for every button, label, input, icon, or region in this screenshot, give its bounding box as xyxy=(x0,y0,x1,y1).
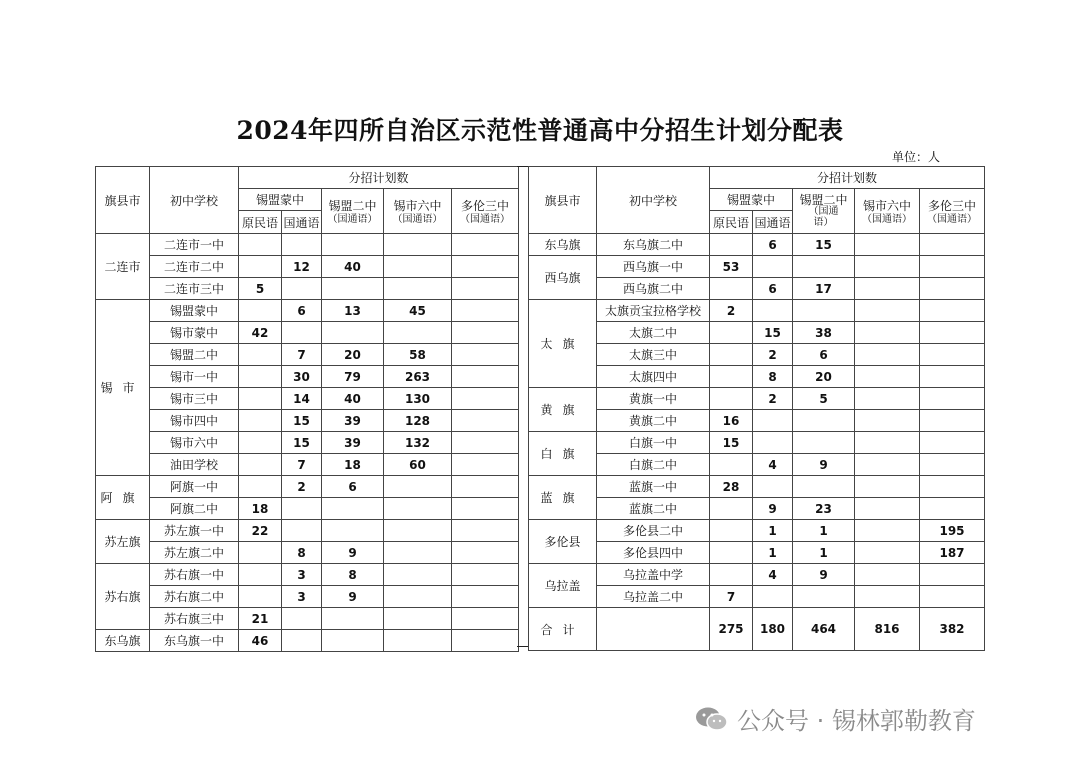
header-xslz: 锡市六中 （国通语） xyxy=(384,189,452,234)
value-cell: 5 xyxy=(239,278,282,300)
county-cell: 东乌旗 xyxy=(529,234,597,256)
school-cell: 蓝旗二中 xyxy=(597,498,710,520)
county-cell: 苏右旗 xyxy=(96,564,150,630)
value-cell xyxy=(452,256,519,278)
table-row xyxy=(96,520,519,542)
value-cell xyxy=(920,322,985,344)
value-cell xyxy=(452,586,519,608)
value-cell xyxy=(920,234,985,256)
value-cell xyxy=(452,410,519,432)
value-cell xyxy=(452,454,519,476)
value-cell: 22 xyxy=(239,520,282,542)
value-cell: 79 xyxy=(322,366,384,388)
value-cell: 53 xyxy=(710,256,753,278)
table-row xyxy=(529,344,985,366)
table-row xyxy=(529,410,985,432)
value-cell xyxy=(920,410,985,432)
school-cell: 阿旗二中 xyxy=(150,498,239,520)
value-cell: 7 xyxy=(710,586,753,608)
table-row xyxy=(96,300,519,322)
school-cell: 苏右旗一中 xyxy=(150,564,239,586)
header-school: 初中学校 xyxy=(597,167,710,234)
value-cell xyxy=(710,498,753,520)
value-cell: 39 xyxy=(322,410,384,432)
school-cell: 锡市一中 xyxy=(150,366,239,388)
value-cell xyxy=(239,366,282,388)
value-cell xyxy=(322,322,384,344)
value-cell: 42 xyxy=(239,322,282,344)
value-cell: 6 xyxy=(753,234,793,256)
value-cell xyxy=(920,366,985,388)
value-cell: 20 xyxy=(322,344,384,366)
unit-label: 单位：人 xyxy=(892,150,941,164)
value-cell: 17 xyxy=(793,278,855,300)
value-cell: 6 xyxy=(753,278,793,300)
wechat-icon xyxy=(695,706,729,732)
value-cell xyxy=(710,454,753,476)
value-cell xyxy=(452,608,519,630)
value-cell xyxy=(920,498,985,520)
total-value: 464 xyxy=(793,608,855,651)
value-cell xyxy=(753,256,793,278)
value-cell: 130 xyxy=(384,388,452,410)
value-cell: 46 xyxy=(239,630,282,652)
school-cell: 乌拉盖二中 xyxy=(597,586,710,608)
table-row xyxy=(96,630,519,652)
value-cell: 40 xyxy=(322,256,384,278)
table-row xyxy=(96,564,519,586)
table-row xyxy=(96,476,519,498)
value-cell: 15 xyxy=(282,432,322,454)
value-cell xyxy=(282,498,322,520)
value-cell xyxy=(855,234,920,256)
value-cell xyxy=(384,322,452,344)
value-cell: 8 xyxy=(753,366,793,388)
value-cell xyxy=(710,366,753,388)
value-cell xyxy=(753,586,793,608)
value-cell xyxy=(384,498,452,520)
value-cell xyxy=(855,542,920,564)
school-cell: 太旗二中 xyxy=(597,322,710,344)
header-ymy: 原民语 xyxy=(710,211,753,234)
value-cell xyxy=(322,278,384,300)
value-cell: 9 xyxy=(793,564,855,586)
value-cell: 8 xyxy=(282,542,322,564)
school-cell: 东乌旗一中 xyxy=(150,630,239,652)
value-cell xyxy=(793,586,855,608)
value-cell xyxy=(793,476,855,498)
school-cell: 二连市三中 xyxy=(150,278,239,300)
county-cell: 二连市 xyxy=(96,234,150,300)
value-cell: 7 xyxy=(282,344,322,366)
value-cell xyxy=(855,432,920,454)
header-gty: 国通语 xyxy=(282,211,322,234)
table-row xyxy=(96,278,519,300)
value-cell xyxy=(239,542,282,564)
value-cell: 4 xyxy=(753,564,793,586)
value-cell xyxy=(920,432,985,454)
value-cell: 30 xyxy=(282,366,322,388)
value-cell xyxy=(710,278,753,300)
value-cell: 4 xyxy=(753,454,793,476)
school-cell: 二连市一中 xyxy=(150,234,239,256)
value-cell xyxy=(855,498,920,520)
school-cell: 锡盟蒙中 xyxy=(150,300,239,322)
value-cell xyxy=(855,300,920,322)
value-cell: 187 xyxy=(920,542,985,564)
value-cell xyxy=(710,344,753,366)
table-row xyxy=(96,234,519,256)
county-cell: 西乌旗 xyxy=(529,256,597,300)
value-cell xyxy=(855,564,920,586)
school-cell: 苏右旗二中 xyxy=(150,586,239,608)
value-cell xyxy=(384,476,452,498)
county-cell: 锡市 xyxy=(96,300,150,476)
value-cell: 14 xyxy=(282,388,322,410)
table-row xyxy=(96,410,519,432)
header-dlsz: 多伦三中 （国通语） xyxy=(920,189,985,234)
table-row xyxy=(96,344,519,366)
school-cell: 锡市三中 xyxy=(150,388,239,410)
value-cell: 20 xyxy=(793,366,855,388)
value-cell: 9 xyxy=(793,454,855,476)
value-cell: 15 xyxy=(793,234,855,256)
value-cell: 2 xyxy=(282,476,322,498)
value-cell: 1 xyxy=(753,520,793,542)
value-cell: 1 xyxy=(793,520,855,542)
value-cell xyxy=(239,256,282,278)
value-cell xyxy=(710,564,753,586)
value-cell xyxy=(384,608,452,630)
school-cell: 西乌旗一中 xyxy=(597,256,710,278)
page-title: 2024年四所自治区示范性普通高中分招生计划分配表 xyxy=(236,116,844,145)
county-cell: 太旗 xyxy=(529,300,597,388)
value-cell xyxy=(239,344,282,366)
school-cell: 锡市六中 xyxy=(150,432,239,454)
value-cell xyxy=(452,388,519,410)
value-cell: 1 xyxy=(793,542,855,564)
value-cell xyxy=(452,476,519,498)
value-cell: 2 xyxy=(753,388,793,410)
value-cell xyxy=(239,410,282,432)
value-cell xyxy=(920,344,985,366)
value-cell xyxy=(855,344,920,366)
value-cell xyxy=(452,432,519,454)
table-row xyxy=(529,476,985,498)
header-dlsz: 多伦三中 （国通语） xyxy=(452,189,519,234)
value-cell xyxy=(855,366,920,388)
table-row xyxy=(529,520,985,542)
value-cell xyxy=(384,256,452,278)
value-cell xyxy=(239,564,282,586)
header-gty: 国通语 xyxy=(753,211,793,234)
table-row xyxy=(96,586,519,608)
value-cell: 40 xyxy=(322,388,384,410)
total-label: 合计 xyxy=(529,608,597,651)
table-row xyxy=(529,388,985,410)
table-row xyxy=(529,498,985,520)
value-cell: 7 xyxy=(282,454,322,476)
value-cell xyxy=(920,300,985,322)
value-cell xyxy=(710,542,753,564)
value-cell: 18 xyxy=(239,498,282,520)
value-cell xyxy=(239,300,282,322)
table-row xyxy=(529,278,985,300)
value-cell: 9 xyxy=(322,586,384,608)
value-cell xyxy=(452,630,519,652)
value-cell xyxy=(282,608,322,630)
total-value: 382 xyxy=(920,608,985,651)
value-cell xyxy=(322,234,384,256)
value-cell xyxy=(384,520,452,542)
header-xmmz: 锡盟蒙中 xyxy=(710,189,793,211)
watermark xyxy=(695,701,976,736)
value-cell xyxy=(452,234,519,256)
value-cell xyxy=(855,278,920,300)
header-xmez: 锡盟二中 （国通 语） xyxy=(793,189,855,234)
table-row xyxy=(96,608,519,630)
value-cell: 15 xyxy=(710,432,753,454)
table-row xyxy=(96,498,519,520)
total-value: 275 xyxy=(710,608,753,651)
value-cell: 263 xyxy=(384,366,452,388)
value-cell xyxy=(322,520,384,542)
header-xslz: 锡市六中 （国通语） xyxy=(855,189,920,234)
value-cell xyxy=(920,564,985,586)
total-school-empty xyxy=(597,608,710,651)
value-cell xyxy=(452,322,519,344)
value-cell xyxy=(452,278,519,300)
value-cell xyxy=(239,586,282,608)
value-cell xyxy=(855,454,920,476)
table-row xyxy=(529,256,985,278)
table-row xyxy=(529,454,985,476)
value-cell xyxy=(384,542,452,564)
value-cell xyxy=(384,564,452,586)
value-cell xyxy=(322,498,384,520)
table-row xyxy=(529,432,985,454)
value-cell xyxy=(282,630,322,652)
table-row xyxy=(96,256,519,278)
value-cell: 1 xyxy=(753,542,793,564)
value-cell xyxy=(855,410,920,432)
school-cell: 乌拉盖中学 xyxy=(597,564,710,586)
value-cell: 39 xyxy=(322,432,384,454)
value-cell xyxy=(452,542,519,564)
value-cell: 132 xyxy=(384,432,452,454)
value-cell xyxy=(793,300,855,322)
value-cell xyxy=(322,608,384,630)
county-cell: 东乌旗 xyxy=(96,630,150,652)
value-cell: 12 xyxy=(282,256,322,278)
value-cell xyxy=(793,410,855,432)
value-cell xyxy=(384,234,452,256)
value-cell xyxy=(452,300,519,322)
school-cell: 多伦县二中 xyxy=(597,520,710,542)
value-cell: 8 xyxy=(322,564,384,586)
value-cell: 60 xyxy=(384,454,452,476)
value-cell: 15 xyxy=(753,322,793,344)
value-cell xyxy=(855,322,920,344)
table-row xyxy=(529,322,985,344)
value-cell xyxy=(710,388,753,410)
value-cell xyxy=(753,476,793,498)
value-cell xyxy=(920,278,985,300)
value-cell: 128 xyxy=(384,410,452,432)
value-cell xyxy=(793,256,855,278)
value-cell xyxy=(282,278,322,300)
table-row xyxy=(529,542,985,564)
county-cell: 阿旗 xyxy=(96,476,150,520)
value-cell: 13 xyxy=(322,300,384,322)
value-cell: 21 xyxy=(239,608,282,630)
table-row xyxy=(529,366,985,388)
header-xmmz: 锡盟蒙中 xyxy=(239,189,322,211)
value-cell: 38 xyxy=(793,322,855,344)
value-cell: 6 xyxy=(793,344,855,366)
value-cell: 45 xyxy=(384,300,452,322)
watermark-text: 公众号 · 锡林郭勒教育 xyxy=(737,707,976,735)
value-cell: 5 xyxy=(793,388,855,410)
value-cell xyxy=(282,234,322,256)
header-county: 旗县市 xyxy=(529,167,597,234)
table-row xyxy=(96,366,519,388)
table-row xyxy=(96,432,519,454)
value-cell: 3 xyxy=(282,586,322,608)
value-cell: 23 xyxy=(793,498,855,520)
value-cell xyxy=(855,388,920,410)
school-cell: 苏左旗一中 xyxy=(150,520,239,542)
value-cell xyxy=(753,432,793,454)
school-cell: 多伦县四中 xyxy=(597,542,710,564)
school-cell: 二连市二中 xyxy=(150,256,239,278)
value-cell: 6 xyxy=(282,300,322,322)
value-cell: 18 xyxy=(322,454,384,476)
school-cell: 黄旗二中 xyxy=(597,410,710,432)
value-cell xyxy=(452,366,519,388)
value-cell xyxy=(452,564,519,586)
value-cell: 9 xyxy=(753,498,793,520)
table-row xyxy=(96,322,519,344)
school-cell: 黄旗一中 xyxy=(597,388,710,410)
value-cell xyxy=(710,234,753,256)
county-cell: 白旗 xyxy=(529,432,597,476)
value-cell: 58 xyxy=(384,344,452,366)
table-row xyxy=(529,300,985,322)
table-row xyxy=(529,586,985,608)
value-cell xyxy=(920,454,985,476)
value-cell xyxy=(239,432,282,454)
value-cell xyxy=(855,476,920,498)
header-plan: 分招计划数 xyxy=(710,167,985,189)
school-cell: 锡市四中 xyxy=(150,410,239,432)
value-cell xyxy=(920,586,985,608)
value-cell xyxy=(710,520,753,542)
value-cell: 3 xyxy=(282,564,322,586)
county-cell: 黄旗 xyxy=(529,388,597,432)
value-cell xyxy=(920,256,985,278)
value-cell xyxy=(282,520,322,542)
total-row xyxy=(529,608,985,651)
header-county: 旗县市 xyxy=(96,167,150,234)
table-row xyxy=(529,564,985,586)
value-cell xyxy=(239,234,282,256)
value-cell xyxy=(282,322,322,344)
table-row xyxy=(529,234,985,256)
value-cell xyxy=(452,498,519,520)
value-cell xyxy=(452,344,519,366)
value-cell xyxy=(753,410,793,432)
county-cell: 乌拉盖 xyxy=(529,564,597,608)
left-allocation-table xyxy=(95,166,519,652)
school-cell: 阿旗一中 xyxy=(150,476,239,498)
total-value: 180 xyxy=(753,608,793,651)
value-cell xyxy=(710,322,753,344)
header-ymy: 原民语 xyxy=(239,211,282,234)
value-cell: 9 xyxy=(322,542,384,564)
school-cell: 太旗三中 xyxy=(597,344,710,366)
county-cell: 多伦县 xyxy=(529,520,597,564)
value-cell: 28 xyxy=(710,476,753,498)
value-cell xyxy=(920,476,985,498)
value-cell xyxy=(239,454,282,476)
school-cell: 锡盟二中 xyxy=(150,344,239,366)
school-cell: 白旗二中 xyxy=(597,454,710,476)
value-cell: 15 xyxy=(282,410,322,432)
value-cell xyxy=(855,586,920,608)
value-cell: 16 xyxy=(710,410,753,432)
header-plan: 分招计划数 xyxy=(239,167,519,189)
value-cell: 6 xyxy=(322,476,384,498)
school-cell: 白旗一中 xyxy=(597,432,710,454)
header-school: 初中学校 xyxy=(150,167,239,234)
school-cell: 太旗贡宝拉格学校 xyxy=(597,300,710,322)
table-row xyxy=(96,542,519,564)
value-cell xyxy=(239,388,282,410)
county-cell: 苏左旗 xyxy=(96,520,150,564)
header-xmez: 锡盟二中 （国通语） xyxy=(322,189,384,234)
value-cell xyxy=(855,520,920,542)
value-cell xyxy=(384,278,452,300)
value-cell xyxy=(855,256,920,278)
value-cell xyxy=(384,630,452,652)
value-cell xyxy=(920,388,985,410)
right-allocation-table xyxy=(528,166,985,651)
value-cell xyxy=(322,630,384,652)
value-cell xyxy=(753,300,793,322)
county-cell: 蓝旗 xyxy=(529,476,597,520)
value-cell xyxy=(793,432,855,454)
school-cell: 锡市蒙中 xyxy=(150,322,239,344)
school-cell: 苏右旗三中 xyxy=(150,608,239,630)
school-cell: 太旗四中 xyxy=(597,366,710,388)
value-cell: 2 xyxy=(753,344,793,366)
school-cell: 蓝旗一中 xyxy=(597,476,710,498)
school-cell: 西乌旗二中 xyxy=(597,278,710,300)
school-cell: 东乌旗二中 xyxy=(597,234,710,256)
value-cell xyxy=(239,476,282,498)
value-cell: 195 xyxy=(920,520,985,542)
value-cell xyxy=(384,586,452,608)
school-cell: 苏左旗二中 xyxy=(150,542,239,564)
table-row xyxy=(96,454,519,476)
total-value: 816 xyxy=(855,608,920,651)
value-cell: 2 xyxy=(710,300,753,322)
value-cell xyxy=(452,520,519,542)
school-cell: 油田学校 xyxy=(150,454,239,476)
table-row xyxy=(96,388,519,410)
